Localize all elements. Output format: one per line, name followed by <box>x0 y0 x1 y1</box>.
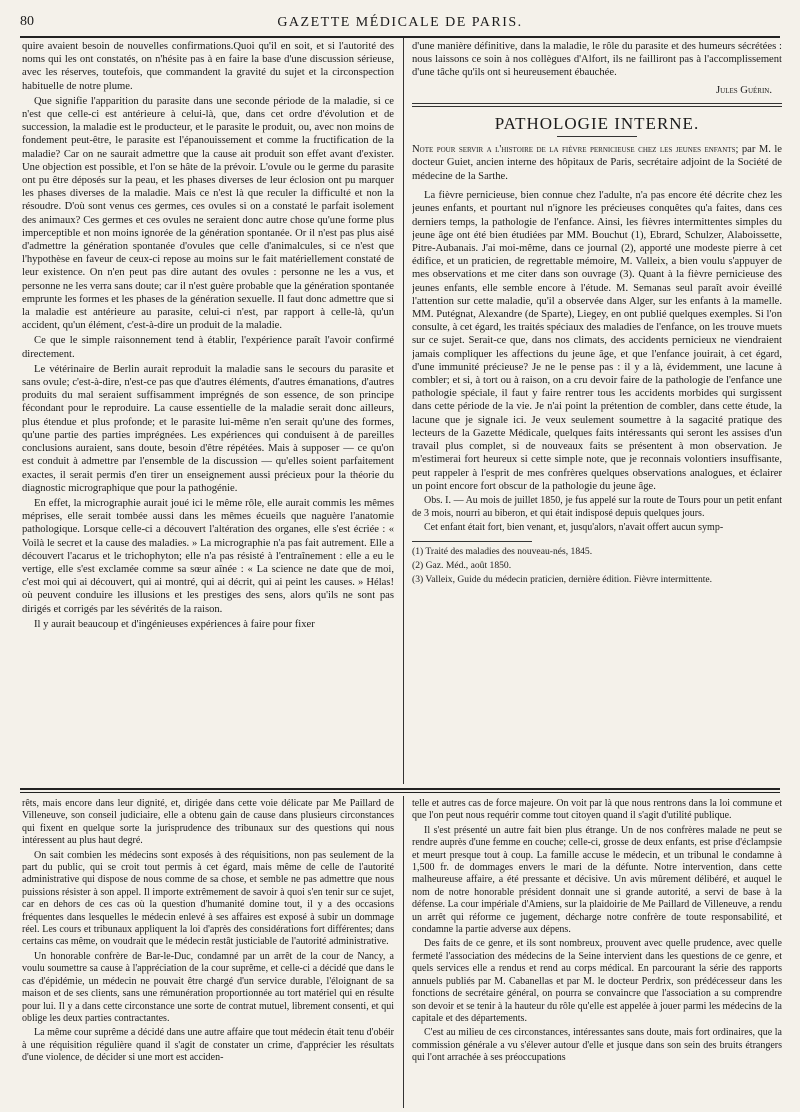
paragraph: C'est au milieu de ces circonstances, intéressantes sans doute, mais fort ordinaires, que la commission générale a vu s'élever autour d'elle et jusque dans son sein des bruits étrangers qui l'ont arrachée à ses préoccupations <box>412 1027 782 1064</box>
feuilleton-rule <box>20 788 780 790</box>
bottom-right-column <box>412 798 782 1106</box>
article-title <box>412 143 782 183</box>
section-title-underline <box>557 136 637 137</box>
author-signature: Jules Guérin. <box>716 84 772 96</box>
paragraph: d'une manière définitive, dans la maladie, le rôle du parasite et des humeurs sécrétées : nous laissons ce soin à nos collègues d'Alfort, ils ne failliront pas à l'accomplissement d'une tâche qu'ils ont si heureusement ébauchée. <box>412 41 782 79</box>
paragraph: telle et autres cas de force majeure. On voit par là que nous rentrons dans la loi commune et que l'on peut nous requérir comme tout citoyen quand il s'agit d'utilité publique. <box>412 798 782 822</box>
journal-title: GAZETTE MÉDICALE DE PARIS. <box>277 15 523 30</box>
right-column <box>412 40 782 780</box>
paragraph: La fièvre pernicieuse, bien connue chez l'adulte, n'a pas encore été décrite chez les jeunes enfants, et pourtant nul n'ignore les précieuses conquêtes qu'a faites, dans ces derniers temps, la pathologie de l'enfance. Ainsi, les fièvres intermittentes simples du jeune âge ont été bien étudiées par MM. Bouchut (1), Ebrard, Schulzer, Alaboissette, Pitre-Aubanais. J'ai moi-même, dans ce journal (2), apporté une modeste pierre à cet édifice, et un praticien, de regrettable mémoire, M. Valleix, a bien voulu s'appuyer de mes observations et me citer dans son ouvrage (3). Quant à la fièvre pernicieuse des jeunes enfants, elle semble encore à l'étude. M. Semanas seul paraît avoir éveillé l'attention sur cette maladie, qu'il a observée dans Alger, sur les enfants à la mamelle. MM. Putégnat, Alexandre (de Sparte), Liegey, en ont publié quelques exemples. Si l'on consulte, à cet égard, les traités spéciaux des maladies de l'enfance, on les trouve muets sur ce sujet. Serait-ce que, dans nos climats, des accidents pernicieux ne viendraient jamais compliquer les affections du jeune âge, et que l'enfance jouirait, à cet égard, d'une immunité précieuse? Je ne le pense pas : il y a là, évidemment, une lacune à combler; et si, à tort ou à raison, on a cru devoir faire de la pathologie de l'enfance une pathologie spéciale, il faut y faire rentrer tous les accidents morbides qui surgissent dans cette période de la vie. Je n'ai point la prétention de combler, dans cette étude, la lacune que je signale ici. Je veux seulement soumettre à la sagacité pratique des lecteurs de la Gazette Médicale, quelques faits intéressants qui seront les assises d'un travail plus complet, si de nouveaux faits se présentent à mon observation. Je m'estimerai fort heureux si cette simple note, que je reconnais volontiers insuffisante, peut rappeler à l'esprit de mes confrères quelques observations analogues, et éclairer un point encore fort obscur de la pathologie du jeune âge. <box>412 190 782 492</box>
header-rule <box>20 36 780 38</box>
column-divider <box>403 38 404 784</box>
footnote: (1) Traité des maladies des nouveau-nés, 1845. <box>412 545 593 557</box>
section-rule <box>412 103 782 107</box>
observation-paragraph: Obs. I. — Au mois de juillet 1850, je fus appelé sur la route de Tours pour un petit enfant de 3 mois, nourri au biberon, et qui était indisposé depuis quelques jours. <box>412 494 782 519</box>
paragraph: On sait combien les médecins sont exposés à des réquisitions, non pas seulement de la part du public, qui se croit tout permis à cet égard, mais même de celle de l'autorité administrative qui dispose de nous comme de sa chose, et semble ne pas admettre que nous puissions résister à son appel. Il importe extrêmement de savoir à quoi s'en tenir sur ce sujet, car en dehors de ces cas où la question d'humanité domine tout, il y a des occasions fréquentes dans lesquelles le médecin enlevé à ses affaires est exposé à subir un dommage réel. Les cours et tribunaux appliquent la loi d'après des considérations fort différentes; dans certains cas même, on voudrait que le médecin restât justiciable de l'autorité administrative. <box>22 849 394 948</box>
footnote-rule <box>412 541 532 542</box>
left-column <box>22 40 394 780</box>
footnote: (2) Gaz. Méd., août 1850. <box>412 559 512 571</box>
footnote: (3) Valleix, Guide du médecin praticien, dernière édition. Fièvre intermittente. <box>412 573 713 585</box>
bottom-left-column <box>22 798 394 1106</box>
paragraph: Il y aurait beaucoup et d'ingénieuses expériences à faire pour fixer <box>34 618 315 630</box>
paragraph: Il s'est présenté un autre fait bien plus étrange. Un de nos confrères malade ne peut se rendre auprès d'une femme en couche; celle-ci, grosse de deux enfants, est prise d'éclampsie et meurt presque tout à coup. La famille accuse le médecin, et un tribunal le condamne à 1,500 fr. de dommages envers le mari de la défunte. Notre intervention, dans cette malheureuse affaire, a été pressante et décisive. Un avis mûrement délibéré, et auquel le nom de notre honorable président donnait une si grande autorité, a servi de base à la défense. La cour impériale d'Amiens, sur la plaidoirie de Me Paillard de Villeneuve, a rendu un arrêt qui réforme ce jugement, décharge notre confrère de toute responsabilité, et condamne la partie adverse aux dépens. <box>412 824 782 936</box>
article-title-caps: Note pour servir a l'histoire de la fièvre pernicieuse chez les jeunes enfants <box>412 144 736 156</box>
page-number: 80 <box>20 14 34 29</box>
paragraph: Un honorable confrère de Bar-le-Duc, condamné par un arrêt de la cour de Nancy, a voulu soumettre sa cause à l'appréciation de la cour suprême, et celle-ci a décidé que dans le cas d'épidémie, un médecin ne pouvait être chargé d'un service durable, l'éloignant de sa maison et de ses clients, sans une rémunération proportionnée au tort matériel qui en résulte pour lui. Il y a dans cette circonstance une sorte de contrat mutuel, librement consenti, et qui oblige les deux parties contractantes. <box>22 950 394 1024</box>
paragraph: Des faits de ce genre, et ils sont nombreux, prouvent avec quelle prudence, avec quelle fermeté l'association des médecins de la Seine intervient dans les questions de ce genre, et quels services elle a rendus et rend au corps médical. En parcourant la série des rapports annuels publiés par M. Cabanellas et par M. le docteur Perdrix, son prédécesseur dans les fonctions de secrétaire général, on pourra se convaincre que l'association a su comprendre son devoir et se tenir à la hauteur du rôle qu'elle est appelée à jouer parmi les médecins de la capitale et des départements. <box>412 938 782 1024</box>
bottom-column-divider <box>403 796 404 1108</box>
article-title-author: ; par M. le docteur Guiet, ancien interne des hôpitaux de Paris, secrétaire adjoint de la Société de médecine de la Sarthe. <box>412 144 782 182</box>
feuilleton-rule-thin <box>20 792 780 793</box>
paragraph: Le vétérinaire de Berlin aurait reproduit la maladie sans le secours du parasite et sans ovule; c'est-à-dire, n'est-ce pas que d'autres éléments, d'autres émanations, d'autres produits du mal seraient suffisamment imprégnés de son essence, de son principe fécondant pour le reproduire. La cause essentielle de la maladie serait donc ailleurs, plus étendue et plus profonde; et le parasite lui-même n'en serait qu'une des formes, qu'une partie des parties imprégnées. Les expériences qui conduisent à de pareilles conclusions auraient, sans doute, besoin d'être répétées. Mais à supposer — ce qu'on est conduit à admettre par l'ensemble de la discussion — qu'elles soient parfaitement exactes, il serait permis d'en tirer un enseignement aussi précieux pour la théorie du diagnostic micrographique que pour la pathogénie. <box>22 363 394 494</box>
paragraph: La même cour suprême a décidé dans une autre affaire que tout médecin était tenu d'obéir à une réquisition régulière quand il s'agit de constater un crime, d'apprécier les résultats d'une violence, de décider si une mort est acciden- <box>22 1027 394 1064</box>
paragraph: quire avaient besoin de nouvelles confirmations.Quoi qu'il en soit, et si l'autorité des noms qui les ont constatés, on n'hésite pas à en faire la base d'une discussion sérieuse, avec les réserves, toutefois, que commandent la gravité du sujet et la circonspection habituelle de notre plume. <box>22 41 394 92</box>
paragraph: Que signifie l'apparition du parasite dans une seconde période de la maladie, si ce n'est que celle-ci est antérieure à celui-là, que, dans cet ordre d'évolution et de succession, la maladie est le producteur, et le parasite le produit, ou, avec non moins de fondement peut-être, le parasite est l'épanouissement et comme la fructification de la maladie? Car on ne saurait admettre que la cause ait produit son effet avant d'exister. Une objection est possible, et l'on se hâte de la prévoir. L'ovule ou le germe du parasite ont pu être déposés sur la peau, et les phases diverses de leur éclosion ont pu marquer les phases diverses de la maladie. Mais ce n'est là que reculer la difficulté et non la résoudre. D'où sont venus ces germes, ces ovules si on a constaté le parfait isolement des animaux? Ces germes et ces ovules ne seraient donc autre chose qu'une forme plus imperceptible et non moins ignorée de la génération spontanée. Or il n'est pas plus aisé d'admettre la génération spontanée d'ovules que celle d'animalcules, si ce n'est que l'hypothèse en faveur de ceux-ci repose au moins sur le fait matériellement constaté de leur existence. On n'en peut pas dire autant des ovules : personne ne les a vus, et personne ne les verra sans doute; car il n'est guère probable que la génération spontanée emprunte les formes et les phases de la génération sexuelle. Il faut donc admettre que si la maladie est antérieure au parasite, celui-ci n'est, par rapport à celle-là, qu'un accident, qu'un élément, c'est-à-dire un produit de la maladie. <box>22 95 394 332</box>
paragraph: rêts, mais encore dans leur dignité, et, dirigée dans cette voie délicate par Me Paillard de Villeneuve, son conseil judiciaire, elle a obtenu gain de cause dans plusieurs circonstances qui fixent en quelque sorte la jurisprudence des tribunaux sur des questions qui nous intéressent au plus haut degré. <box>22 798 394 847</box>
paragraph: Ce que le simple raisonnement tend à établir, l'expérience paraît l'avoir confirmé directement. <box>22 335 394 360</box>
section-title: PATHOLOGIE INTERNE. <box>494 113 700 133</box>
page-header <box>20 14 780 36</box>
observation-paragraph: Cet enfant était fort, bien venant, et, jusqu'alors, n'avait offert aucun symp- <box>424 522 724 534</box>
paragraph: En effet, la micrographie aurait joué ici le même rôle, elle aurait commis les mêmes méprises, elle serait tombée aussi dans les mêmes écueils que naguère l'anatomie pathologique. Lorsque celle-ci a découvert l'altération des organes, elle s'est écriée : « Voilà le secret et la cause des maladies. » La micrographie n'a pas fait autrement. Elle a découvert l'acarus et le trichophyton; elle n'a pas résisté à l'entraînement : elle a eu le vertige, elle s'est exclamée comme sa sœur aînée : « La science ne date que de moi, c'est moi qui ai découvert, qui ai montré, qui ai décrit, qui ai peint les causes. » Hélas! où peuvent conduire les illusions et les prestiges des sens, alors qu'ils ne sont pas dirigés et corrigés par les sévérités de la raison. <box>22 497 394 615</box>
